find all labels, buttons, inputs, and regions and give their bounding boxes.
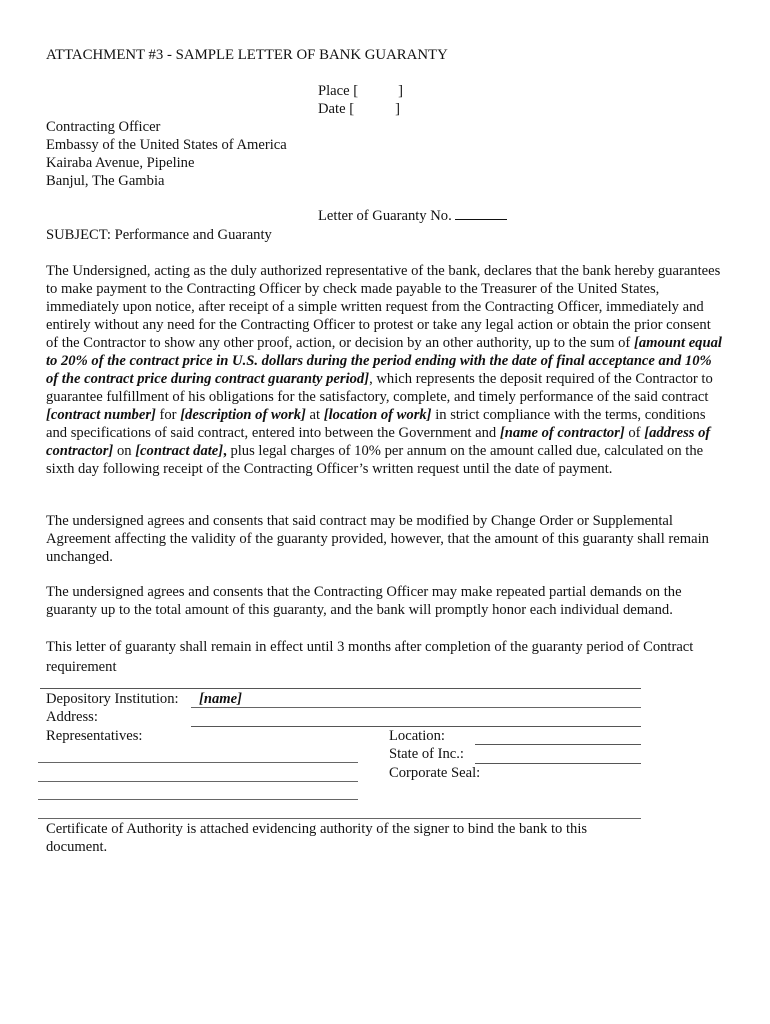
certificate-top-rule (38, 818, 641, 819)
guaranty-number-label: Letter of Guaranty No. (318, 208, 452, 224)
paragraph-comma: , (223, 443, 227, 459)
address-of-contractor-placeholder: [address of contractor] (46, 425, 711, 459)
paragraph-text: in strict compliance with the terms, conditions and specifications of said contract, entered into between the Government and (46, 407, 706, 441)
partial-demands-paragraph: The undersigned agrees and consents that the Contracting Officer may make repeated partial demands on the guaranty up to the total amount of this guaranty, and the bank will promptly honor each individual demand. (46, 584, 682, 618)
paragraph-text: of (624, 425, 645, 441)
representative-signature-line[interactable] (38, 799, 358, 800)
amount-placeholder: [amount equal to 20% of the contract price in U.S. dollars during the period ending with the date of final acceptance and 10% of the contract price during contract guaranty period] (46, 335, 722, 387)
location-label: Location: (389, 728, 445, 744)
recipient-line: Kairaba Avenue, Pipeline (46, 155, 195, 171)
paragraph-text: on (113, 443, 136, 459)
representatives-label: Representatives: (46, 728, 143, 744)
document-title: ATTACHMENT #3 - SAMPLE LETTER OF BANK GUARANTY (46, 47, 448, 63)
representative-signature-line[interactable] (38, 781, 358, 782)
guaranty-paragraph (46, 262, 726, 478)
location-of-work-placeholder: [location of work] (323, 407, 432, 423)
recipient-line: Contracting Officer (46, 119, 161, 135)
date-line (318, 100, 403, 118)
recipient-line: Embassy of the United States of America (46, 137, 287, 153)
paragraph-text: for (155, 407, 181, 423)
paragraph-text: , which represents the deposit required of the Contractor to guarantee fulfillment of his obligations for the satisfactory, complete, and timely performance of the said contract (46, 371, 713, 405)
location-field-line[interactable] (475, 744, 641, 745)
place-label: Place [ (318, 83, 359, 99)
contract-date-placeholder: [contract date] (135, 443, 224, 459)
guaranty-number-blank[interactable] (455, 207, 507, 220)
paragraph-text: The Undersigned, acting as the duly authorized representative of the bank, declares that the bank hereby guarantees to make payment to the Contracting Officer by check made payable to the Treasurer of the United States, immediately upon notice, after receipt of a simple written request from the Contracting Officer, immediately and entirely without any need for the Contracting Officer to protest or take any legal action or obtain the prior consent of the Contractor to show any other proof, action, or decision by an other authority, up to the sum of (46, 263, 721, 351)
depository-label: Depository Institution: (46, 691, 179, 707)
depository-name-placeholder: [name] (199, 691, 242, 707)
state-of-inc-field-line[interactable] (475, 763, 641, 764)
state-of-inc-label: State of Inc.: (389, 746, 464, 762)
subject-line: SUBJECT: Performance and Guaranty (46, 227, 272, 243)
date-label: Date [ (318, 101, 355, 117)
depository-name-field-line[interactable] (191, 707, 641, 708)
certificate-of-authority: Certificate of Authority is attached evidencing authority of the signer to bind the bank to this document. (46, 821, 588, 855)
contract-number-placeholder: [contract number] (46, 407, 156, 423)
paragraph-text: at (305, 407, 324, 423)
form-top-rule (40, 688, 641, 689)
name-of-contractor-placeholder: [name of contractor] (499, 425, 625, 441)
representative-signature-line[interactable] (38, 762, 358, 763)
place-bracket-close: ] (398, 83, 403, 99)
effective-period-paragraph: This letter of guaranty shall remain in effect until 3 months after completion of the guaranty period of Contract requirement (46, 639, 694, 675)
modification-paragraph: The undersigned agrees and consents that said contract may be modified by Change Order or Supplemental Agreement affecting the validity of the guaranty provided, however, that the amount of this guaranty shall remain unchanged. (46, 513, 709, 565)
address-label: Address: (46, 709, 98, 725)
place-line (318, 82, 403, 100)
paragraph-text: plus legal charges of 10% per annum on the amount called due, calculated on the sixth day following receipt of the Contracting Officer’s written request until the date of payment. (46, 443, 704, 477)
guaranty-number-line (318, 207, 507, 225)
corporate-seal-label: Corporate Seal: (389, 765, 481, 781)
place-date-block (318, 82, 403, 118)
date-bracket-close: ] (395, 101, 400, 117)
description-of-work-placeholder: [description of work] (180, 407, 306, 423)
recipient-line: Banjul, The Gambia (46, 173, 165, 189)
recipient-address (46, 118, 287, 190)
